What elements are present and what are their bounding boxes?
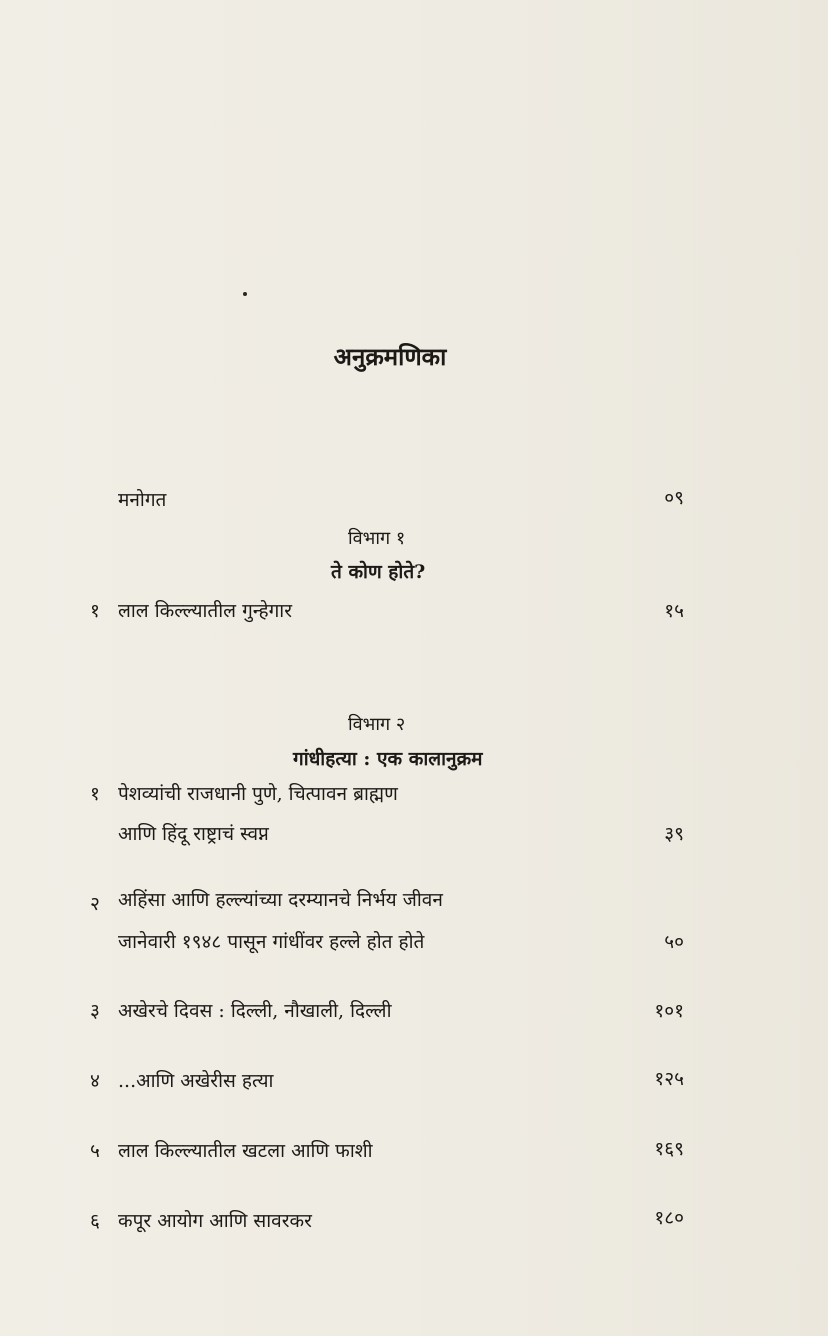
part-2-chapter-1-title-line-2: आणि हिंदू राष्ट्राचं स्वप्न [118, 823, 269, 845]
part-2-chapter-1-number: १ [90, 783, 100, 805]
part-1-chapter-1-page: १५ [664, 600, 684, 622]
part-2-label: विभाग २ [348, 714, 406, 735]
preface-label: मनोगत [118, 489, 167, 511]
part-2-chapter-5-title: लाल किल्ल्यातील खटला आणि फाशी [118, 1140, 373, 1162]
part-2-chapter-2-title-line-2: जानेवारी १९४८ पासून गांधींवर हल्ले होत होते [118, 931, 425, 953]
part-2-chapter-3-number: ३ [90, 1000, 100, 1022]
part-2-chapter-4-page: १२५ [654, 1068, 684, 1090]
part-2-chapter-6-number: ६ [90, 1210, 100, 1232]
part-2-chapter-6-title: कपूर आयोग आणि सावरकर [118, 1210, 312, 1232]
part-2-chapter-2-number: २ [90, 893, 100, 915]
part-1-chapter-1-title: लाल किल्ल्यातील गुन्हेगार [118, 600, 292, 622]
part-1-label: विभाग १ [348, 528, 406, 549]
part-2-chapter-2-page: ५० [664, 931, 684, 953]
part-1-chapter-1-number: १ [90, 600, 100, 622]
part-2-chapter-4-title: ...आणि अखेरीस हत्या [118, 1070, 274, 1092]
preface-page: ०९ [664, 487, 684, 509]
part-1-title: ते कोण होते? [331, 561, 426, 583]
part-2-chapter-2-title-line-1: अहिंसा आणि हल्ल्यांच्या दरम्यानचे निर्भय जीवन [118, 889, 443, 911]
part-2-chapter-5-number: ५ [90, 1140, 100, 1162]
part-2-chapter-3-title: अखेरचे दिवस : दिल्ली, नौखाली, दिल्ली [118, 1000, 392, 1022]
toc-heading: अनुक्रमणिका [333, 342, 447, 371]
part-2-chapter-3-page: १०१ [654, 1000, 684, 1022]
part-2-chapter-1-page: ३९ [664, 823, 684, 845]
part-2-title: गांधीहत्या : एक कालानुक्रम [293, 748, 483, 770]
part-2-chapter-4-number: ४ [90, 1070, 100, 1092]
part-2-chapter-5-page: १६९ [654, 1138, 684, 1160]
part-2-chapter-6-page: १८० [654, 1207, 684, 1229]
ink-speck [243, 292, 247, 296]
part-2-chapter-1-title-line-1: पेशव्यांची राजधानी पुणे, चित्पावन ब्राह्मण [118, 783, 398, 805]
